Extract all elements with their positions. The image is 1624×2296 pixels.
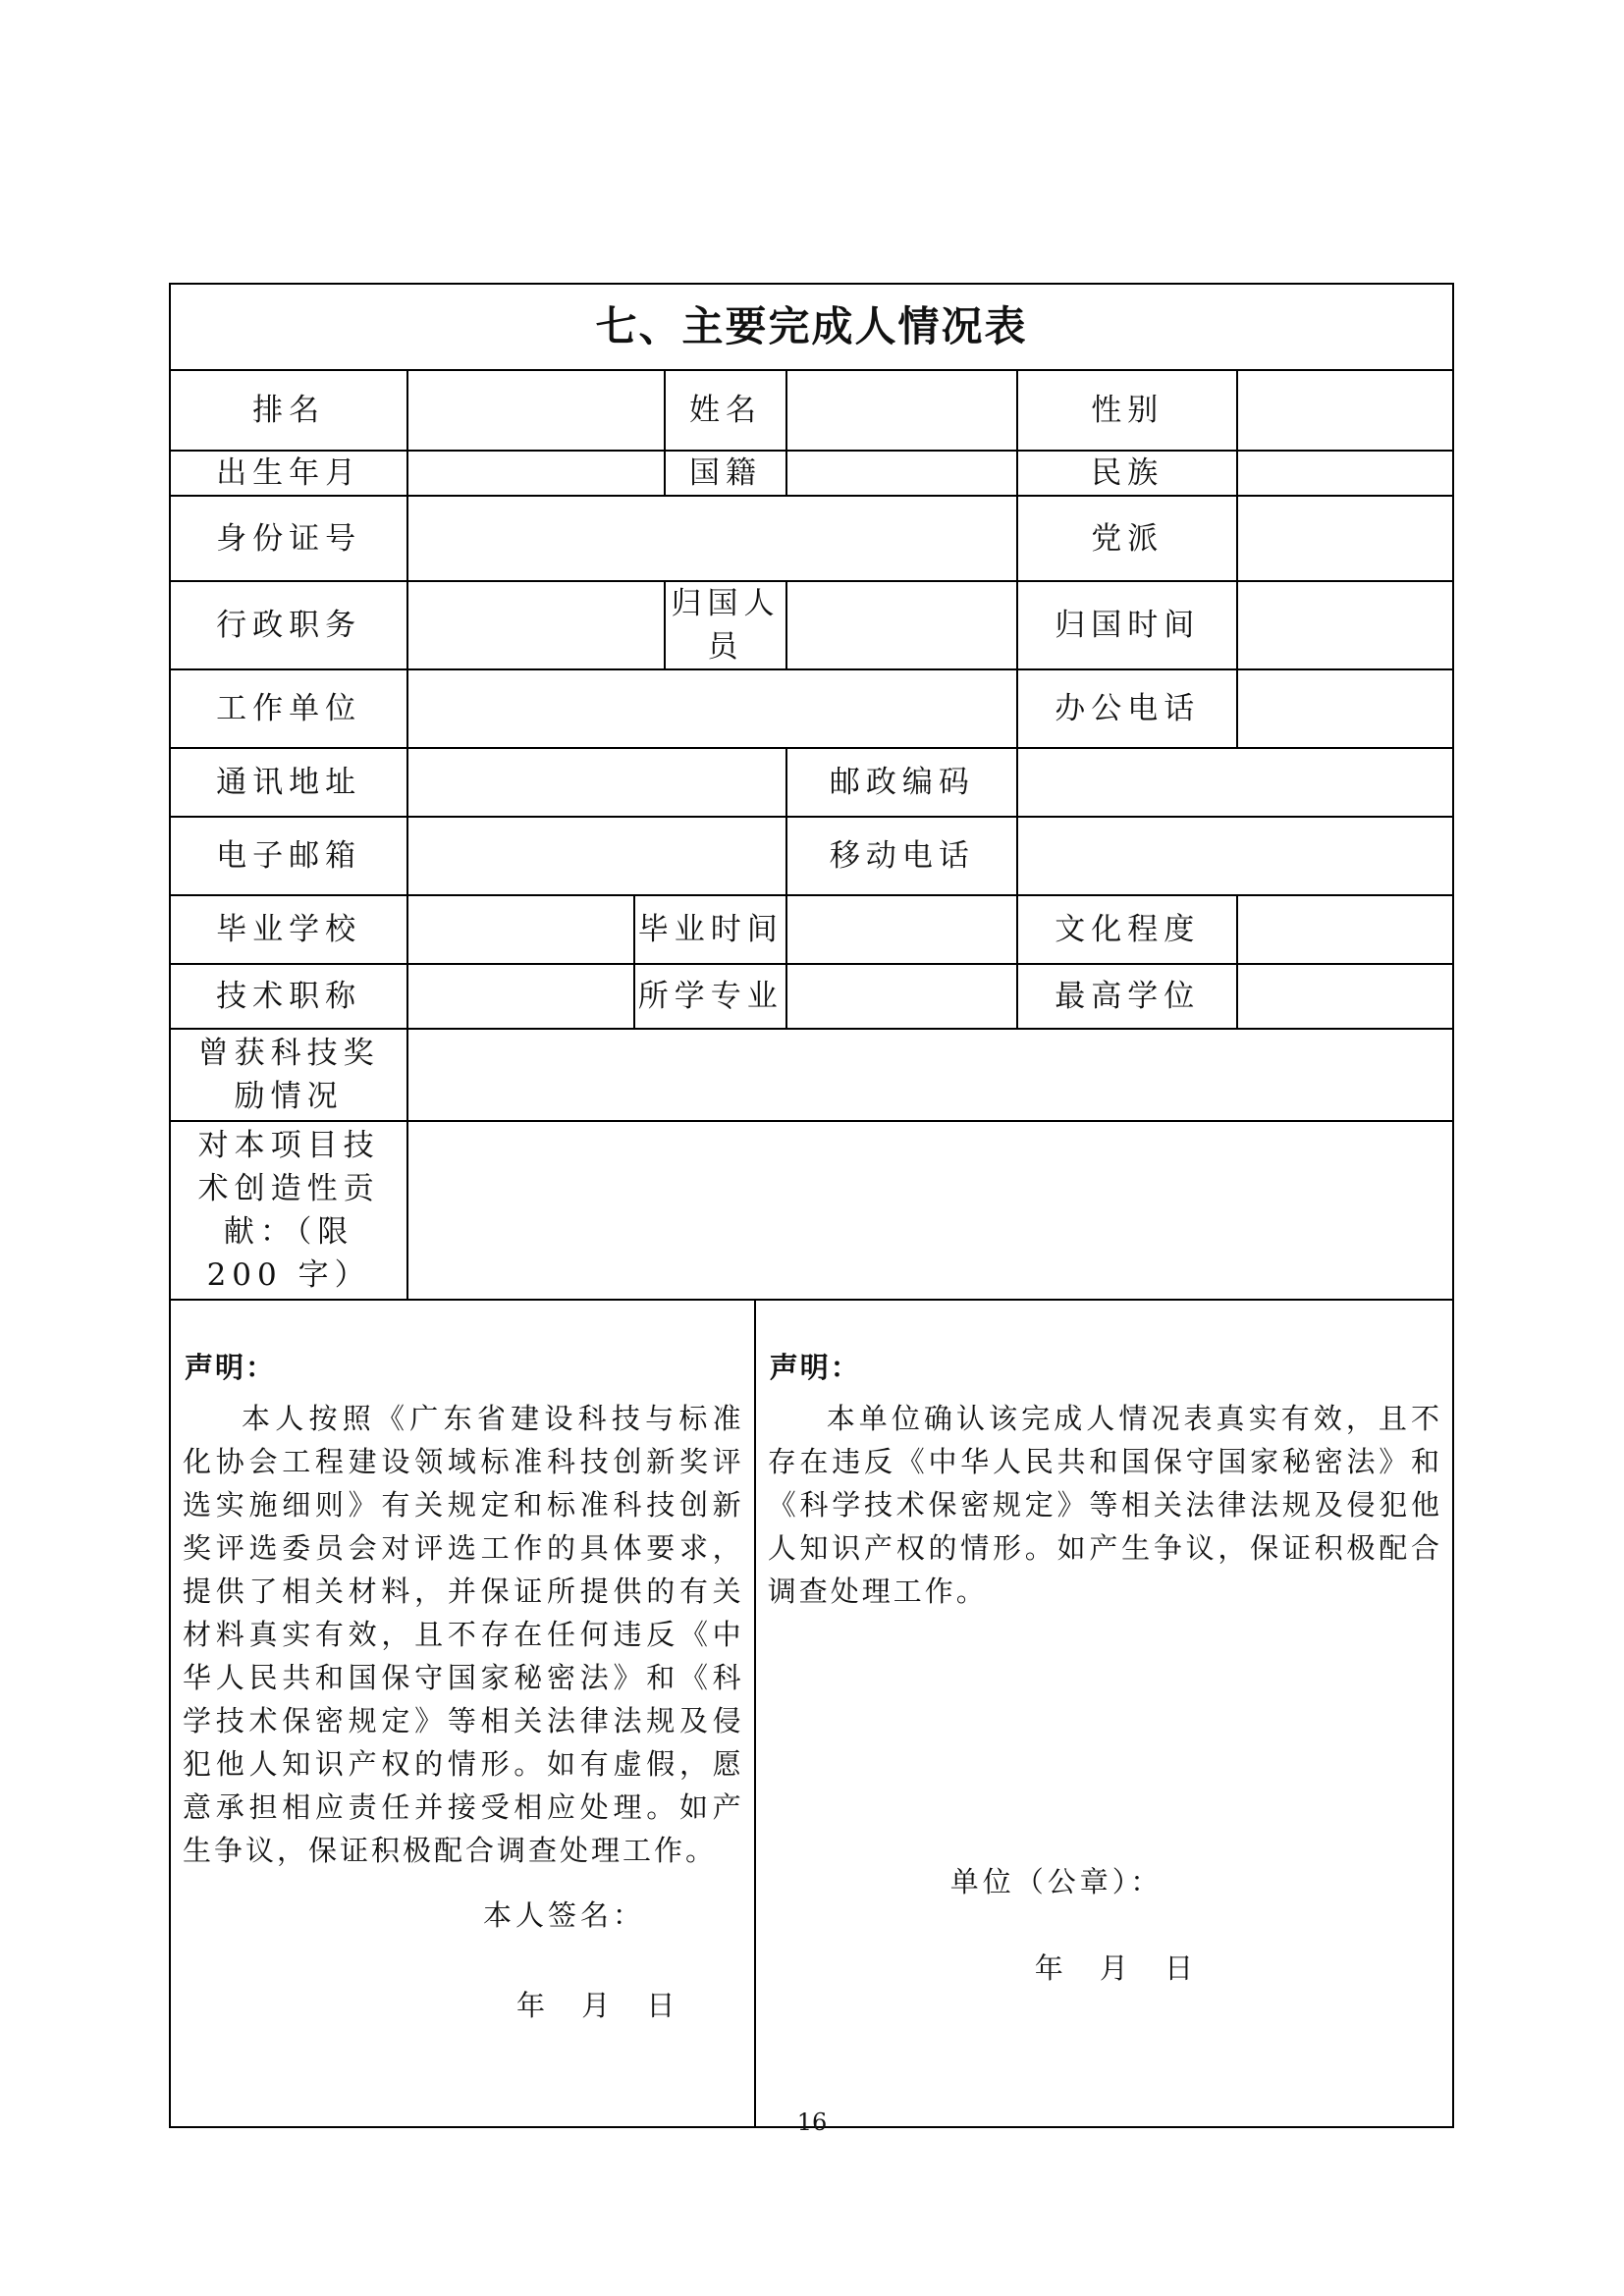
unit-declaration-text: 本单位确认该完成人情况表真实有效，且不存在违反《中华人民共和国保守国家秘密法》和《科学技术保密规定》等相关法律法规及侵犯他人知识产权的情形。如产生争议，保证积极配合调查处理工作。 [767,1402,1442,1608]
field-school[interactable] [407,895,634,964]
field-address[interactable] [407,748,786,817]
field-nationality[interactable] [786,451,1017,496]
field-mobile[interactable] [1017,817,1453,895]
label-education: 文化程度 [1017,895,1237,964]
label-office-phone: 办公电话 [1017,669,1237,748]
label-email: 电子邮箱 [170,817,407,895]
label-id-number: 身份证号 [170,496,407,581]
personal-declaration [170,1300,755,2127]
field-id-number[interactable] [407,496,1017,581]
label-awards: 曾获科技奖励情况 [170,1029,407,1121]
personal-signature-label[interactable]: 本人签名： [483,1898,646,1932]
label-school: 毕业学校 [170,895,407,964]
field-tech-title[interactable] [407,964,634,1029]
field-return-time[interactable] [1237,581,1453,669]
field-major[interactable] [786,964,1017,1029]
label-nationality: 国籍 [665,451,787,496]
personal-declaration-heading: 声明： [185,1351,277,1384]
label-party: 党派 [1017,496,1237,581]
form-table [169,283,1454,2128]
unit-seal-label[interactable]: 单位（公章）： [949,1865,1164,1898]
field-ethnicity[interactable] [1237,451,1453,496]
personal-declaration-text: 本人按照《广东省建设科技与标准化协会工程建设领域标准科技创新奖评选实施细则》有关规定和标准科技创新奖评选委员会对评选工作的具体要求，提供了相关材料，并保证所提供的有关材料真实有效，且不存在任何违反《中华人民共和国保守国家秘密法》和《科学技术保密规定》等相关法律法规及侵犯他人知识产权的情形。如有虚假，愿意承担相应责任并接受相应处理。如产生争议，保证积极配合调查处理工作。 [183,1402,744,1867]
field-awards[interactable] [407,1029,1453,1121]
label-rank: 排名 [170,370,407,451]
label-postcode: 邮政编码 [786,748,1017,817]
field-education[interactable] [1237,895,1453,964]
label-contribution: 对本项目技术创造性贡献：（限 200 字） [170,1121,407,1300]
label-tech-title: 技术职称 [170,964,407,1029]
label-birth: 出生年月 [170,451,407,496]
field-postcode[interactable] [1017,748,1453,817]
unit-declaration-heading: 声明： [769,1351,861,1384]
field-admin-post[interactable] [407,581,665,669]
field-contribution[interactable] [407,1121,1453,1300]
field-name[interactable] [786,370,1017,451]
label-ethnicity: 民族 [1017,451,1237,496]
field-degree[interactable] [1237,964,1453,1029]
unit-declaration [755,1300,1453,2127]
personal-signature-date[interactable]: 年 月 日 [516,1989,679,2022]
label-returnee: 归国人员 [665,581,787,669]
field-rank[interactable] [407,370,665,451]
label-address: 通讯地址 [170,748,407,817]
label-admin-post: 行政职务 [170,581,407,669]
label-return-time: 归国时间 [1017,581,1237,669]
field-returnee[interactable] [786,581,1017,669]
label-employer: 工作单位 [170,669,407,748]
label-degree: 最高学位 [1017,964,1237,1029]
field-office-phone[interactable] [1237,669,1453,748]
label-gender: 性别 [1017,370,1237,451]
field-party[interactable] [1237,496,1453,581]
unit-seal-date[interactable]: 年 月 日 [1034,1951,1198,1985]
form-title: 七、主要完成人情况表 [170,284,1453,370]
field-birth[interactable] [407,451,665,496]
field-grad-time[interactable] [786,895,1017,964]
label-mobile: 移动电话 [786,817,1017,895]
field-gender[interactable] [1237,370,1453,451]
field-employer[interactable] [407,669,1017,748]
completer-info-form [169,283,1454,2098]
label-name: 姓名 [665,370,787,451]
label-grad-time: 毕业时间 [634,895,786,964]
page-number: 16 [796,2109,828,2136]
label-major: 所学专业 [634,964,786,1029]
field-email[interactable] [407,817,786,895]
